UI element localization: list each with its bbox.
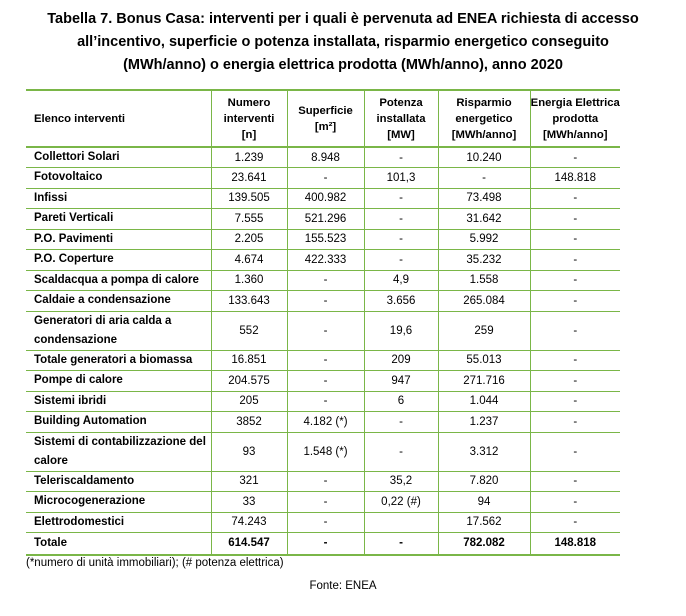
cell-energia: - [530, 311, 620, 350]
cell-numero: 4.674 [211, 250, 287, 271]
header-elenco-interventi [26, 90, 211, 147]
cell-numero: 321 [211, 471, 287, 492]
cell-potenza: - [364, 147, 438, 168]
cell-potenza: 209 [364, 350, 438, 371]
cell-energia: - [530, 432, 620, 471]
cell-intervento: Sistemi di contabilizzazione del calore [34, 435, 206, 467]
table-total-row [26, 533, 620, 555]
cell-superficie: - [287, 492, 364, 513]
cell-numero: 205 [211, 391, 287, 412]
cell-superficie: 155.523 [287, 229, 364, 250]
cell-risparmio: 3.312 [438, 432, 530, 471]
cell-risparmio: 55.013 [438, 350, 530, 371]
cell-intervento: Generatori di aria calda a condensazione [34, 314, 172, 346]
cell-numero: 7.555 [211, 209, 287, 230]
header-line: [MWh/anno] [542, 128, 608, 141]
cell-risparmio: 73.498 [438, 188, 530, 209]
table-row [26, 147, 620, 168]
cell-energia: 148.818 [530, 168, 620, 189]
table-row [26, 168, 620, 189]
cell-risparmio: 7.820 [438, 471, 530, 492]
cell-potenza: 3.656 [364, 291, 438, 312]
header-superficie [287, 90, 364, 147]
header-line: Risparmio [456, 96, 512, 109]
table-row [26, 512, 620, 533]
cell-risparmio: 10.240 [438, 147, 530, 168]
cell-energia: - [530, 350, 620, 371]
title-line-3: (MWh/anno) o energia elettrica prodotta (MWh/anno), anno 2020 [123, 57, 563, 73]
cell-intervento: Collettori Solari [34, 151, 120, 163]
table-title [0, 8, 686, 77]
table-body [26, 147, 620, 555]
header-line: [MWh/anno] [451, 128, 517, 141]
cell-superficie: - [287, 471, 364, 492]
cell-energia: - [530, 512, 620, 533]
cell-energia: - [530, 391, 620, 412]
header-line: energetico [455, 112, 513, 125]
header-line: Potenza [379, 96, 423, 109]
cell-superficie: - [287, 311, 364, 350]
cell-numero: 139.505 [211, 188, 287, 209]
cell-energia: - [530, 471, 620, 492]
cell-superficie: - [287, 512, 364, 533]
cell-energia: - [530, 209, 620, 230]
cell-numero: 1.239 [211, 147, 287, 168]
cell-numero: 23.641 [211, 168, 287, 189]
table-row [26, 471, 620, 492]
header-line: [m²] [314, 120, 337, 133]
cell-risparmio: 782.082 [438, 533, 530, 555]
header-line: installata [376, 112, 426, 125]
table-row [26, 188, 620, 209]
cell-energia: - [530, 250, 620, 271]
header-line: Elenco interventi [34, 112, 126, 125]
cell-numero: 74.243 [211, 512, 287, 533]
cell-superficie: - [287, 291, 364, 312]
cell-risparmio: 5.992 [438, 229, 530, 250]
cell-numero: 204.575 [211, 371, 287, 392]
cell-superficie: - [287, 168, 364, 189]
cell-numero: 3852 [211, 412, 287, 433]
header-line: interventi [223, 112, 275, 125]
cell-potenza: 4,9 [364, 270, 438, 291]
cell-intervento: Caldaie a condensazione [34, 294, 171, 307]
cell-risparmio: 259 [438, 311, 530, 350]
cell-potenza: - [364, 250, 438, 271]
cell-intervento: Infissi [34, 191, 68, 204]
cell-numero: 1.360 [211, 270, 287, 291]
cell-risparmio: 1.558 [438, 270, 530, 291]
header-line: [MW] [387, 128, 415, 141]
cell-superficie: 1.548 (*) [287, 432, 364, 471]
table-row [26, 371, 620, 392]
header-risparmio-energetico [438, 90, 530, 147]
table-row [26, 412, 620, 433]
cell-superficie: - [287, 270, 364, 291]
cell-intervento: Scaldacqua a pompa di calore [34, 273, 199, 286]
cell-superficie: 422.333 [287, 250, 364, 271]
cell-intervento: P.O. Pavimenti [34, 232, 114, 245]
bonus-casa-table [26, 89, 620, 556]
cell-intervento: Sistemi ibridi [34, 394, 107, 407]
cell-risparmio: 265.084 [438, 291, 530, 312]
cell-intervento: Pompe di calore [34, 374, 123, 387]
cell-energia: - [530, 412, 620, 433]
table-row [26, 432, 620, 471]
cell-energia: - [530, 371, 620, 392]
cell-numero: 16.851 [211, 350, 287, 371]
cell-potenza: - [364, 412, 438, 433]
cell-potenza: 35,2 [364, 471, 438, 492]
header-line: prodotta [552, 112, 599, 125]
cell-potenza: - [364, 432, 438, 471]
cell-numero: 552 [211, 311, 287, 350]
title-line-1: Tabella 7. Bonus Casa: interventi per i quali è pervenuta ad ENEA richiesta di accesso [47, 11, 639, 27]
cell-superficie: - [287, 533, 364, 555]
cell-potenza: - [364, 229, 438, 250]
cell-energia: - [530, 188, 620, 209]
cell-superficie: 4.182 (*) [287, 412, 364, 433]
cell-risparmio: 31.642 [438, 209, 530, 230]
table-row [26, 270, 620, 291]
cell-energia: - [530, 492, 620, 513]
cell-risparmio: 1.044 [438, 391, 530, 412]
cell-risparmio: - [438, 168, 530, 189]
header-energia-elettrica [530, 90, 620, 147]
cell-energia: - [530, 270, 620, 291]
cell-numero: 33 [211, 492, 287, 513]
cell-potenza: - [364, 188, 438, 209]
header-line: [n] [241, 128, 257, 141]
cell-numero: 133.643 [211, 291, 287, 312]
cell-intervento: Totale [34, 536, 68, 549]
footnote: (*numero di unità immobiliari); (# potenza elettrica) [26, 557, 284, 569]
cell-superficie: 400.982 [287, 188, 364, 209]
cell-potenza: 947 [364, 371, 438, 392]
cell-numero: 93 [211, 432, 287, 471]
cell-intervento: Building Automation [34, 415, 147, 428]
cell-potenza: - [364, 533, 438, 555]
table-row [26, 209, 620, 230]
cell-potenza: 101,3 [364, 168, 438, 189]
cell-intervento: Totale generatori a biomassa [34, 353, 193, 366]
cell-intervento: Teleriscaldamento [34, 474, 135, 487]
table-row [26, 229, 620, 250]
header-line: Superficie [298, 104, 353, 117]
cell-energia: - [530, 147, 620, 168]
cell-superficie: 8.948 [287, 147, 364, 168]
table-row [26, 391, 620, 412]
cell-energia: - [530, 291, 620, 312]
cell-risparmio: 271.716 [438, 371, 530, 392]
cell-intervento: Pareti Verticali [34, 212, 114, 225]
table-row [26, 350, 620, 371]
cell-numero: 614.547 [211, 533, 287, 555]
cell-intervento: Elettrodomestici [34, 515, 125, 528]
table-row [26, 492, 620, 513]
header-numero-interventi [211, 90, 287, 147]
table-row [26, 311, 620, 350]
title-line-2: all’incentivo, superficie o potenza installata, risparmio energetico conseguito [77, 34, 609, 50]
cell-intervento: Fotovoltaico [34, 171, 103, 184]
cell-superficie: 521.296 [287, 209, 364, 230]
table-header-row [26, 90, 620, 147]
table-row [26, 250, 620, 271]
cell-numero: 2.205 [211, 229, 287, 250]
header-line: Energia Elettrica [530, 96, 620, 109]
cell-potenza: 0,22 (#) [364, 492, 438, 513]
cell-risparmio: 1.237 [438, 412, 530, 433]
cell-superficie: - [287, 371, 364, 392]
header-potenza-installata [364, 90, 438, 147]
cell-risparmio: 17.562 [438, 512, 530, 533]
cell-risparmio: 94 [438, 492, 530, 513]
cell-risparmio: 35.232 [438, 250, 530, 271]
cell-energia: - [530, 229, 620, 250]
cell-intervento: Microcogenerazione [34, 495, 146, 508]
cell-potenza [364, 512, 438, 533]
table-row [26, 291, 620, 312]
source-label: Fonte: ENEA [309, 580, 377, 592]
cell-potenza: 19,6 [364, 311, 438, 350]
cell-potenza: - [364, 209, 438, 230]
cell-superficie: - [287, 350, 364, 371]
header-line: Numero [227, 96, 271, 109]
cell-intervento: P.O. Coperture [34, 253, 114, 266]
cell-superficie: - [287, 391, 364, 412]
cell-energia: 148.818 [530, 533, 620, 555]
cell-potenza: 6 [364, 391, 438, 412]
